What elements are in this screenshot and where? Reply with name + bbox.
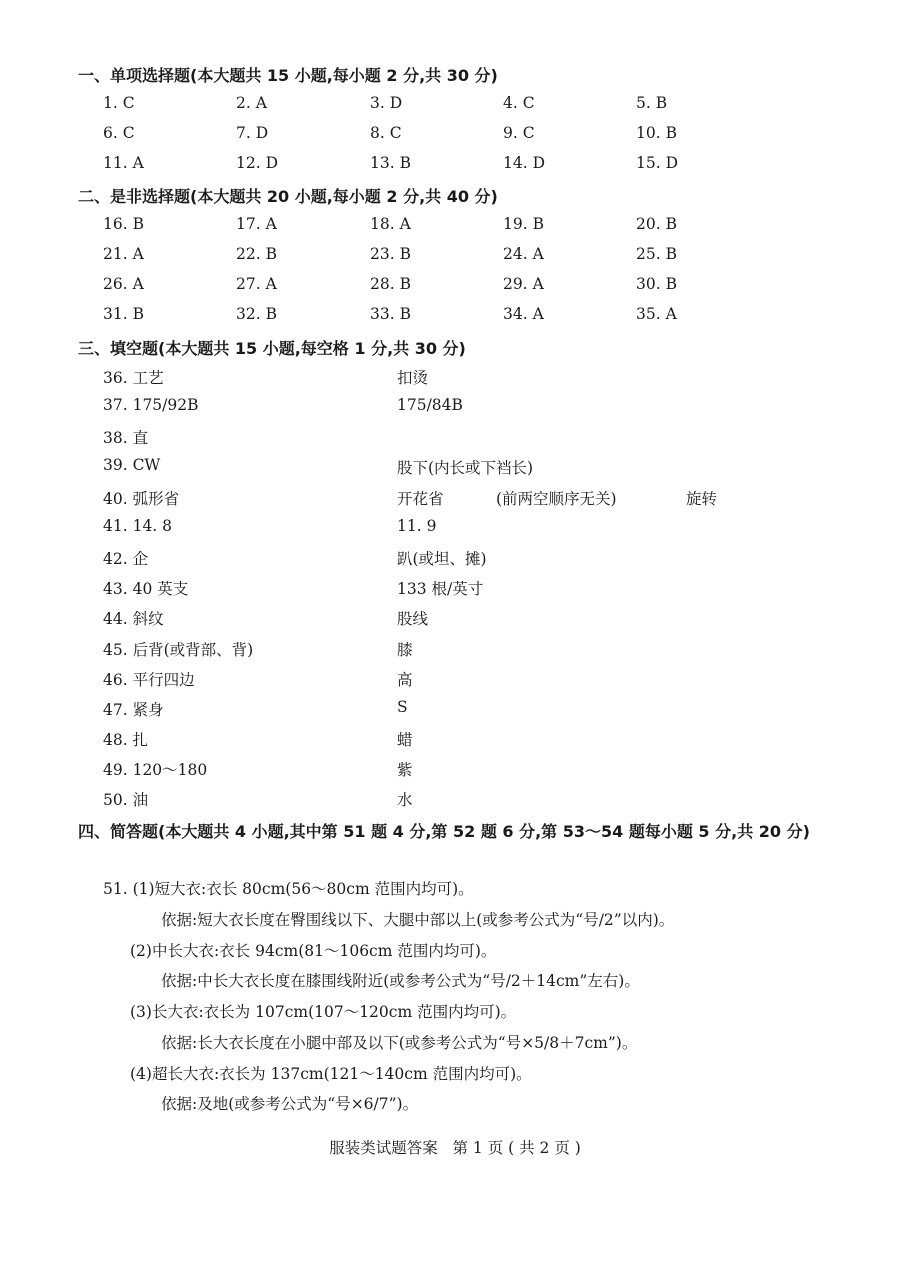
fill-row <box>0 607 910 631</box>
fill-answer: 44. 斜纹 <box>103 610 164 628</box>
answer-item: 8. C <box>370 124 402 142</box>
answer-line: (2)中长大衣:衣长 94cm(81～106cm 范围内均可)。 <box>130 942 497 960</box>
section1-row <box>0 124 910 148</box>
answer-item: 32. B <box>236 305 277 323</box>
fill-row <box>0 366 910 390</box>
fill-answer: 46. 平行四边 <box>103 671 195 689</box>
fill-row <box>0 698 910 722</box>
answer-item: 16. B <box>103 215 144 233</box>
answer-line: 依据:短大衣长度在臀围线以下、大腿中部以上(或参考公式为“号/2”以内)。 <box>161 911 675 929</box>
fill-row <box>0 668 910 692</box>
answer-item: 5. B <box>636 94 668 112</box>
fill-answer: 36. 工艺 <box>103 369 164 387</box>
fill-note: (前两空顺序无关) <box>496 490 617 508</box>
fill-answer: 39. CW <box>103 456 161 474</box>
fill-answer: 11. 9 <box>397 517 437 535</box>
fill-answer: 40. 弧形省 <box>103 490 180 508</box>
answer-item: 11. A <box>103 154 144 172</box>
answer-item: 35. A <box>636 305 677 323</box>
fill-answer: 175/84B <box>397 396 463 414</box>
answer-item: 13. B <box>370 154 411 172</box>
answer-line: 依据:及地(或参考公式为“号×6/7”)。 <box>161 1095 419 1113</box>
answer-item: 33. B <box>370 305 411 323</box>
answer-line: 51. (1)短大衣:衣长 80cm(56～80cm 范围内均可)。 <box>103 880 474 898</box>
section1-title: 一、单项选择题(本大题共 15 小题,每小题 2 分,共 30 分) <box>78 66 498 85</box>
answer-item: 10. B <box>636 124 677 142</box>
fill-answer: 43. 40 英支 <box>103 580 189 598</box>
fill-row <box>0 487 910 511</box>
page-footer: 服装类试题答案 第 1 页 ( 共 2 页 ) <box>329 1139 581 1157</box>
fill-row <box>0 577 910 601</box>
fill-answer: 扣烫 <box>397 369 429 387</box>
fill-answer: 45. 后背(或背部、背) <box>103 641 254 659</box>
answer-item: 15. D <box>636 154 679 172</box>
fill-answer: 趴(或坦、摊) <box>397 550 487 568</box>
answer-item: 23. B <box>370 245 411 263</box>
fill-answer: 高 <box>397 671 413 689</box>
fill-row <box>0 728 910 752</box>
fill-answer: 38. 直 <box>103 429 149 447</box>
answer-item: 31. B <box>103 305 144 323</box>
answer-item: 34. A <box>503 305 544 323</box>
answer-item: 24. A <box>503 245 544 263</box>
answer-line: 依据:长大衣长度在小腿中部及以下(或参考公式为“号×5/8＋7cm”)。 <box>161 1034 638 1052</box>
fill-row <box>0 456 910 480</box>
section2-row <box>0 275 910 299</box>
answer-item: 12. D <box>236 154 279 172</box>
fill-row <box>0 788 910 812</box>
fill-answer: 50. 油 <box>103 791 149 809</box>
answer-item: 3. D <box>370 94 403 112</box>
fill-answer: 水 <box>397 791 413 809</box>
fill-answer: 开花省 <box>397 490 444 508</box>
answer-item: 21. A <box>103 245 144 263</box>
answer-item: 30. B <box>636 275 677 293</box>
section2-row <box>0 305 910 329</box>
section1-row <box>0 94 910 118</box>
fill-answer: 37. 175/92B <box>103 396 199 414</box>
section2-row <box>0 245 910 269</box>
fill-row <box>0 517 910 541</box>
section4-title: 四、简答题(本大题共 4 小题,其中第 51 题 4 分,第 52 题 6 分,第 53～54 题每小题 5 分,共 20 分) <box>78 822 810 841</box>
fill-row <box>0 758 910 782</box>
fill-answer: 膝 <box>397 641 413 659</box>
answer-item: 19. B <box>503 215 544 233</box>
fill-answer: 48. 扎 <box>103 731 149 749</box>
fill-answer: 47. 紧身 <box>103 701 164 719</box>
fill-answer: 蜡 <box>397 731 413 749</box>
section3-title: 三、填空题(本大题共 15 小题,每空格 1 分,共 30 分) <box>78 339 466 358</box>
fill-answer: 股线 <box>397 610 429 628</box>
fill-answer: 41. 14. 8 <box>103 517 173 535</box>
answer-item: 9. C <box>503 124 535 142</box>
answer-item: 4. C <box>503 94 535 112</box>
answer-item: 18. A <box>370 215 411 233</box>
answer-line: 依据:中长大衣长度在膝围线附近(或参考公式为“号/2＋14cm”左右)。 <box>161 972 640 990</box>
answer-item: 20. B <box>636 215 677 233</box>
answer-item: 7. D <box>236 124 269 142</box>
fill-row <box>0 426 910 450</box>
answer-item: 26. A <box>103 275 144 293</box>
fill-answer: S <box>397 698 408 716</box>
section2-row <box>0 215 910 239</box>
section1-row <box>0 154 910 178</box>
answer-item: 17. A <box>236 215 277 233</box>
answer-item: 22. B <box>236 245 277 263</box>
section2-title: 二、是非选择题(本大题共 20 小题,每小题 2 分,共 40 分) <box>78 187 498 206</box>
answer-item: 6. C <box>103 124 135 142</box>
answer-line: (4)超长大衣:衣长为 137cm(121～140cm 范围内均可)。 <box>130 1065 532 1083</box>
fill-answer: 133 根/英寸 <box>397 580 484 598</box>
fill-answer: 紫 <box>397 761 413 779</box>
fill-answer: 42. 企 <box>103 550 149 568</box>
answer-item: 27. A <box>236 275 277 293</box>
answer-item: 29. A <box>503 275 544 293</box>
fill-row <box>0 547 910 571</box>
fill-answer: 股下(内长或下裆长) <box>397 459 534 477</box>
fill-answer: 旋转 <box>686 490 718 508</box>
answer-item: 28. B <box>370 275 411 293</box>
fill-row <box>0 638 910 662</box>
answer-item: 25. B <box>636 245 677 263</box>
answer-item: 2. A <box>236 94 267 112</box>
answer-item: 1. C <box>103 94 135 112</box>
answer-line: (3)长大衣:衣长为 107cm(107～120cm 范围内均可)。 <box>130 1003 517 1021</box>
fill-row <box>0 396 910 420</box>
fill-answer: 49. 120～180 <box>103 761 208 779</box>
answer-item: 14. D <box>503 154 546 172</box>
